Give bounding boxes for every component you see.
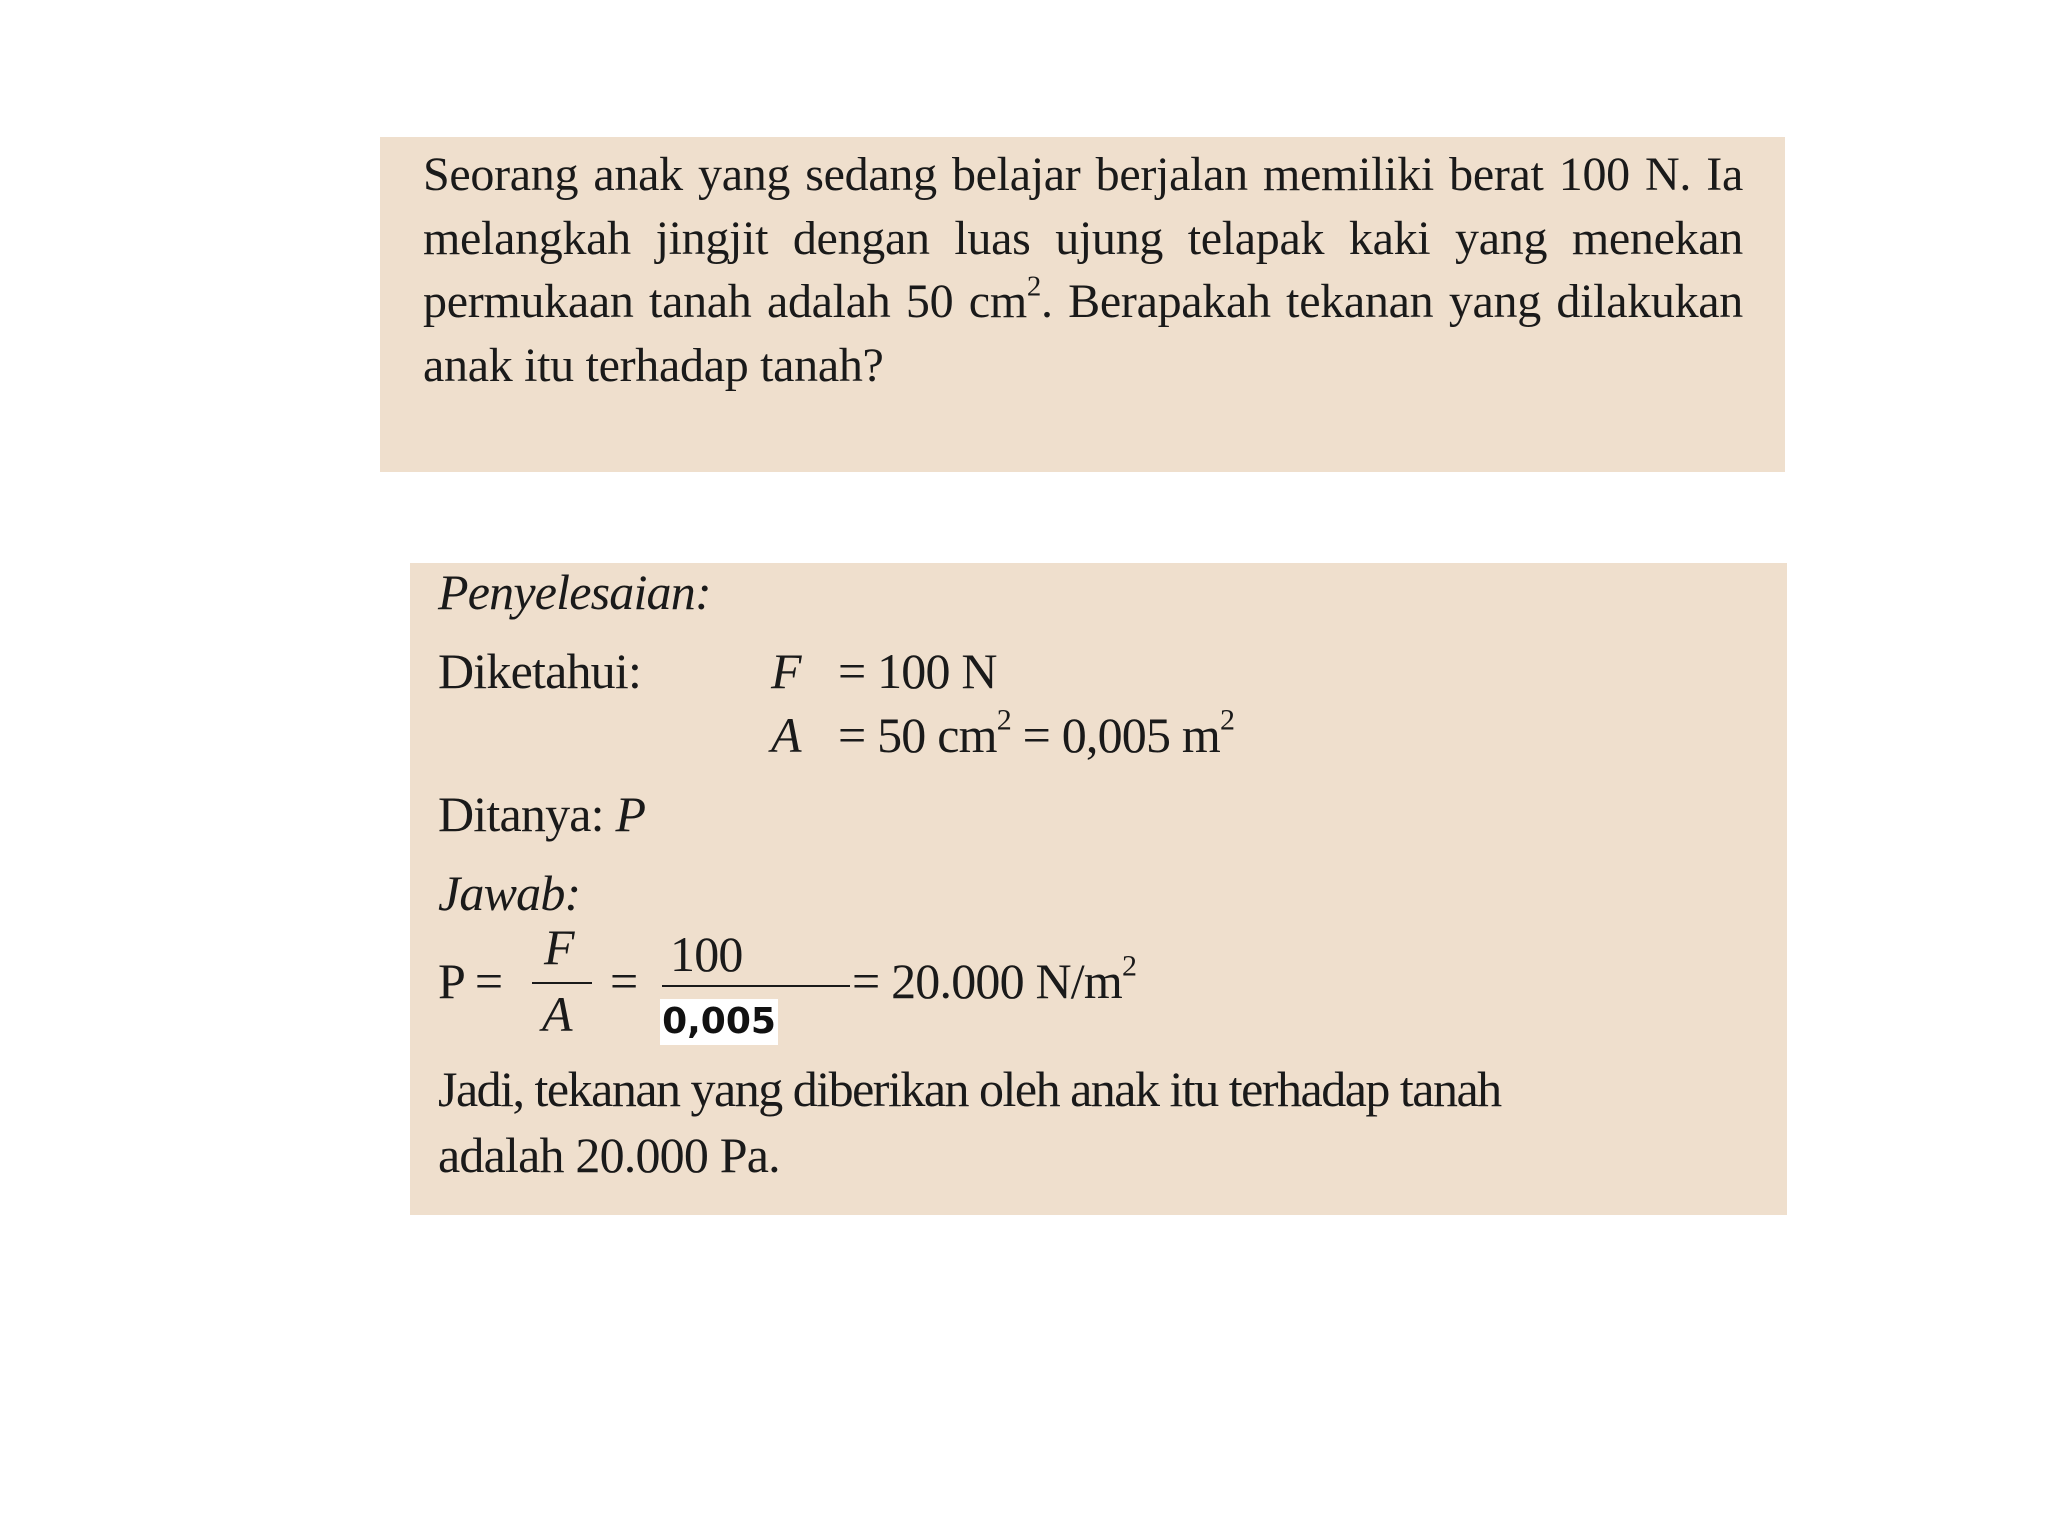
known-value-a [838, 703, 1235, 764]
known-label: Diketahui: [438, 643, 642, 699]
known-value-a-part2: = 0,005 m [1010, 707, 1220, 763]
formula-num-value: 100 [670, 926, 743, 982]
formula-num-symbol: F [544, 919, 574, 975]
question-superscript: 2 [1026, 270, 1041, 303]
known-symbol-a: A [771, 707, 801, 763]
solution-box [410, 563, 1787, 1215]
formula-result [852, 949, 1137, 1010]
known-symbol-f: F [771, 643, 801, 699]
formula-fraction-bar-1 [532, 982, 592, 984]
answer-label: Jawab: [438, 865, 581, 921]
asked-line [438, 785, 645, 843]
question-text [423, 137, 1743, 397]
formula-den-value: 0,005 [660, 999, 778, 1045]
conclusion-line-2: adalah 20.000 Pa. [438, 1127, 780, 1183]
question-text-part2: . Berapakah tekanan yang dilakukan anak itu terhadap tanah? [423, 275, 1744, 392]
formula-result-text: = 20.000 N/m [852, 953, 1122, 1009]
known-value-a-sup2: 2 [1219, 703, 1235, 737]
question-text-part1: Seorang anak yang sedang belajar berjalan memiliki berat 100 N. Ia melangkah jingjit dengan luas ujung telapak kaki yang menekan permukaan tanah adalah 50 cm [423, 148, 1743, 328]
asked-symbol: P [615, 786, 646, 842]
formula-den-symbol: A [542, 986, 572, 1042]
known-value-a-sup1: 2 [996, 703, 1011, 737]
known-value-f: = 100 N [838, 643, 997, 699]
solution-heading: Penyelesaian: [438, 564, 711, 620]
asked-label: Ditanya: [438, 786, 604, 842]
known-value-a-part1: = 50 cm [838, 707, 997, 763]
formula-result-sup: 2 [1122, 949, 1137, 983]
formula-fraction-bar-2 [662, 985, 850, 987]
formula-lhs: P = [438, 953, 503, 1009]
question-box [380, 137, 1785, 472]
conclusion-line-1: Jadi, tekanan yang diberikan oleh anak itu terhadap tanah [438, 1061, 1501, 1117]
formula-equals: = [610, 953, 638, 1009]
